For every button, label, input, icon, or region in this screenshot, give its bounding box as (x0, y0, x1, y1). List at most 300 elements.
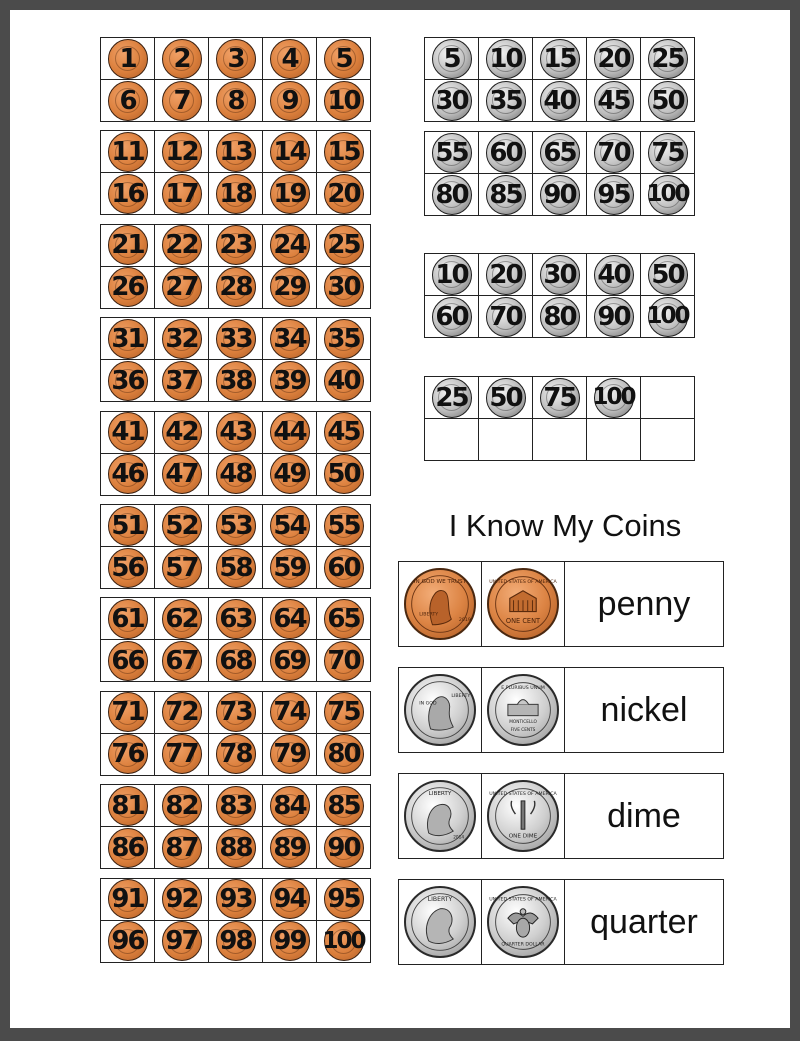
penny-chart-block (100, 691, 371, 776)
penny-coin-value: 23 (219, 230, 252, 261)
dime-chart-cell (641, 296, 695, 338)
quarter-chart-cell (533, 377, 587, 419)
nickel-coin-value: 25 (651, 43, 684, 74)
dime-coin-value: 10 (435, 259, 468, 290)
penny-coin-icon (162, 267, 202, 307)
svg-text:E PLURIBUS UNUM: E PLURIBUS UNUM (501, 686, 545, 692)
quarter-chart-block (424, 376, 695, 461)
penny-coin-icon (108, 454, 148, 494)
penny-coin-value: 69 (273, 645, 306, 676)
penny-coin-value: 53 (219, 510, 252, 541)
nickel-heads-icon (404, 674, 476, 746)
penny-chart-cell (263, 80, 317, 122)
nickel-chart-cell (587, 80, 641, 122)
penny-coin-icon (108, 692, 148, 732)
penny-coin-value: 64 (273, 603, 306, 634)
penny-coin-icon (162, 39, 202, 79)
penny-chart-cell (209, 505, 263, 547)
dime-chart-cell (425, 254, 479, 296)
penny-chart-cell (317, 318, 371, 360)
penny-back-cell (482, 562, 565, 646)
penny-coin-value: 35 (327, 323, 360, 354)
penny-coin-value: 40 (327, 365, 360, 396)
nickel-chart-cell (587, 38, 641, 80)
penny-coin-icon (108, 267, 148, 307)
dime-coin-value: 40 (597, 259, 630, 290)
svg-text:ONE CENT: ONE CENT (505, 616, 541, 625)
penny-coin-value: 63 (219, 603, 252, 634)
penny-coin-value: 91 (111, 884, 144, 915)
penny-coin-value: 43 (219, 417, 252, 448)
nickel-chart-cell (479, 38, 533, 80)
penny-chart-cell (101, 598, 155, 640)
coin-name-label: dime (607, 796, 681, 835)
penny-coin-value: 18 (219, 178, 252, 209)
svg-text:UNITED STATES OF AMERICA: UNITED STATES OF AMERICA (489, 580, 557, 586)
penny-coin-icon (216, 132, 256, 172)
penny-chart-cell (263, 454, 317, 496)
penny-tails-icon (487, 568, 559, 640)
nickel-coin-value: 60 (489, 137, 522, 168)
nickel-chart-cell (641, 38, 695, 80)
penny-coin-icon (324, 225, 364, 265)
penny-coin-icon (108, 506, 148, 546)
penny-coin-value: 31 (111, 323, 144, 354)
dime-chart-block (424, 253, 695, 338)
penny-chart-cell (317, 598, 371, 640)
penny-coin-icon (270, 412, 310, 452)
penny-coin-value: 80 (327, 739, 360, 770)
nickel-chart-cell (479, 174, 533, 216)
penny-coin-icon (216, 921, 256, 961)
penny-coin-value: 76 (111, 739, 144, 770)
penny-coin-value: 65 (327, 603, 360, 634)
nickel-coin-value: 80 (435, 179, 468, 210)
penny-chart-cell (209, 131, 263, 173)
penny-chart-cell (317, 454, 371, 496)
nickel-coin-value: 100 (646, 181, 689, 207)
penny-coin-icon (162, 506, 202, 546)
penny-coin-icon (324, 174, 364, 214)
penny-coin-icon (324, 599, 364, 639)
penny-coin-icon (108, 174, 148, 214)
dime-chart-cell (425, 296, 479, 338)
penny-coin-value: 8 (227, 85, 244, 116)
penny-chart-cell (209, 921, 263, 963)
penny-coin-value: 68 (219, 645, 252, 676)
penny-chart-cell (209, 267, 263, 309)
penny-coin-value: 66 (111, 645, 144, 676)
penny-coin-icon (324, 921, 364, 961)
penny-coin-icon (108, 361, 148, 401)
quarter-chart-cell (587, 419, 641, 461)
penny-coin-value: 9 (281, 85, 298, 116)
penny-front-cell (399, 562, 482, 646)
penny-coin-value: 54 (273, 510, 306, 541)
penny-chart-cell (155, 734, 209, 776)
dime-chart-cell (479, 296, 533, 338)
penny-chart-cell (209, 412, 263, 454)
penny-chart-cell (263, 505, 317, 547)
coin-name-label: quarter (590, 902, 698, 941)
nickel-coin-value: 75 (651, 137, 684, 168)
dime-coin-icon (540, 297, 580, 337)
dime-tails-icon (487, 780, 559, 852)
penny-coin-value: 47 (165, 459, 198, 490)
penny-coin-value: 32 (165, 323, 198, 354)
penny-chart-cell (209, 38, 263, 80)
penny-coin-icon (162, 81, 202, 121)
nickel-coin-value: 50 (651, 85, 684, 116)
penny-coin-icon (216, 454, 256, 494)
penny-coin-icon (324, 786, 364, 826)
penny-chart-cell (209, 225, 263, 267)
nickel-coin-value: 45 (597, 85, 630, 116)
nickel-chart-cell (533, 174, 587, 216)
penny-coin-value: 11 (111, 136, 144, 167)
penny-chart-cell (101, 412, 155, 454)
dime-coin-icon (594, 255, 634, 295)
svg-text:IN GOD WE TRUST: IN GOD WE TRUST (413, 579, 467, 586)
penny-coin-icon (270, 734, 310, 774)
penny-coin-value: 3 (227, 43, 244, 74)
penny-coin-icon (324, 319, 364, 359)
penny-chart-cell (155, 879, 209, 921)
penny-chart-cell (155, 318, 209, 360)
quarter-chart-cell (641, 419, 695, 461)
nickel-coin-value: 35 (489, 85, 522, 116)
penny-coin-icon (108, 548, 148, 588)
penny-coin-value: 19 (273, 178, 306, 209)
dime-coin-icon (594, 297, 634, 337)
penny-coin-icon (216, 548, 256, 588)
penny-chart-cell (101, 173, 155, 215)
penny-chart-cell (317, 547, 371, 589)
penny-chart-cell (155, 360, 209, 402)
penny-chart-cell (317, 360, 371, 402)
nickel-chart-cell (641, 132, 695, 174)
svg-text:2014: 2014 (453, 835, 465, 841)
penny-chart-cell (155, 267, 209, 309)
nickel-coin-icon (540, 39, 580, 79)
nickel-coin-icon (594, 81, 634, 121)
penny-coin-value: 38 (219, 365, 252, 396)
penny-coin-icon (270, 599, 310, 639)
penny-coin-icon (324, 641, 364, 681)
dime-coin-icon (486, 255, 526, 295)
penny-coin-icon (216, 506, 256, 546)
penny-chart-cell (263, 598, 317, 640)
penny-coin-icon (108, 921, 148, 961)
penny-coin-value: 97 (165, 926, 198, 957)
penny-coin-icon (216, 692, 256, 732)
penny-coin-value: 6 (119, 85, 136, 116)
penny-chart-cell (317, 173, 371, 215)
nickel-coin-icon (594, 39, 634, 79)
quarter-chart-cell (425, 377, 479, 419)
penny-chart-cell (155, 921, 209, 963)
penny-coin-value: 75 (327, 697, 360, 728)
penny-coin-value: 42 (165, 417, 198, 448)
penny-coin-icon (270, 921, 310, 961)
penny-chart-cell (317, 640, 371, 682)
dime-coin-value: 30 (543, 259, 576, 290)
penny-coin-value: 34 (273, 323, 306, 354)
penny-coin-value: 45 (327, 417, 360, 448)
nickel-coin-value: 70 (597, 137, 630, 168)
penny-chart-cell (101, 640, 155, 682)
penny-coin-value: 70 (327, 645, 360, 676)
penny-chart-cell (155, 598, 209, 640)
nickel-coin-value: 5 (443, 43, 460, 74)
penny-chart-cell (101, 225, 155, 267)
penny-coin-icon (216, 267, 256, 307)
nickel-coin-icon (540, 81, 580, 121)
penny-coin-value: 1 (119, 43, 136, 74)
penny-coin-icon (270, 506, 310, 546)
penny-coin-icon (270, 641, 310, 681)
penny-coin-icon (324, 692, 364, 732)
penny-chart-cell (155, 827, 209, 869)
penny-chart-cell (155, 640, 209, 682)
dime-coin-value: 60 (435, 301, 468, 332)
penny-chart-cell (155, 225, 209, 267)
nickel-coin-icon (486, 81, 526, 121)
nickel-chart-cell (641, 174, 695, 216)
quarter-chart-cell (479, 419, 533, 461)
dime-coin-icon (648, 297, 688, 337)
nickel-coin-value: 15 (543, 43, 576, 74)
penny-coin-value: 30 (327, 272, 360, 303)
penny-chart-cell (101, 734, 155, 776)
penny-coin-value: 71 (111, 697, 144, 728)
penny-chart-cell (209, 640, 263, 682)
penny-coin-icon (216, 174, 256, 214)
nickel-coin-icon (486, 133, 526, 173)
quarter-front-cell (399, 880, 482, 964)
penny-coin-value: 95 (327, 884, 360, 915)
penny-coin-value: 24 (273, 230, 306, 261)
penny-chart-cell (209, 454, 263, 496)
match-row-dime (398, 773, 724, 859)
penny-coin-value: 77 (165, 739, 198, 770)
nickel-chart-cell (587, 132, 641, 174)
svg-text:LIBERTY: LIBERTY (451, 693, 471, 699)
svg-text:MONTICELLO: MONTICELLO (509, 720, 537, 726)
nickel-chart-cell (533, 38, 587, 80)
penny-coin-icon (324, 506, 364, 546)
penny-coin-value: 72 (165, 697, 198, 728)
penny-chart-cell (209, 879, 263, 921)
nickel-chart-cell (425, 80, 479, 122)
penny-coin-value: 87 (165, 832, 198, 863)
penny-coin-icon (270, 828, 310, 868)
penny-coin-icon (162, 548, 202, 588)
nickel-chart-cell (425, 38, 479, 80)
nickel-chart-cell (425, 132, 479, 174)
penny-chart-cell (209, 734, 263, 776)
penny-coin-icon (108, 412, 148, 452)
penny-chart-cell (209, 173, 263, 215)
penny-chart-cell (101, 80, 155, 122)
nickel-chart-cell (479, 132, 533, 174)
penny-chart-cell (155, 131, 209, 173)
nickel-chart-cell (425, 174, 479, 216)
penny-coin-value: 59 (273, 552, 306, 583)
penny-chart-cell (263, 827, 317, 869)
penny-chart-cell (209, 692, 263, 734)
penny-chart-cell (155, 505, 209, 547)
nickel-chart-cell (479, 80, 533, 122)
penny-heads-icon (404, 568, 476, 640)
penny-coin-icon (216, 361, 256, 401)
svg-text:2019: 2019 (458, 618, 471, 623)
penny-coin-value: 26 (111, 272, 144, 303)
penny-coin-value: 89 (273, 832, 306, 863)
penny-chart-cell (263, 318, 317, 360)
penny-chart-cell (263, 785, 317, 827)
penny-chart-cell (209, 827, 263, 869)
penny-chart-cell (101, 505, 155, 547)
penny-coin-value: 81 (111, 790, 144, 821)
penny-chart-cell (155, 547, 209, 589)
coin-name-label: nickel (600, 690, 688, 729)
penny-coin-icon (270, 786, 310, 826)
penny-coin-icon (162, 174, 202, 214)
nickel-coin-icon (648, 81, 688, 121)
penny-chart-cell (101, 131, 155, 173)
nickel-coin-icon (540, 133, 580, 173)
dime-chart-cell (587, 254, 641, 296)
penny-chart-cell (263, 547, 317, 589)
nickel-chart-cell (587, 174, 641, 216)
penny-coin-value: 58 (219, 552, 252, 583)
penny-coin-value: 10 (327, 85, 360, 116)
penny-chart-block (100, 411, 371, 496)
svg-text:IN GOD: IN GOD (419, 701, 437, 707)
penny-coin-value: 29 (273, 272, 306, 303)
nickel-chart-cell (533, 80, 587, 122)
penny-coin-icon (270, 548, 310, 588)
penny-coin-icon (108, 599, 148, 639)
penny-coin-icon (324, 879, 364, 919)
penny-chart-cell (101, 38, 155, 80)
penny-coin-icon (324, 828, 364, 868)
penny-chart-cell (155, 80, 209, 122)
penny-chart-cell (101, 921, 155, 963)
penny-chart-cell (101, 318, 155, 360)
penny-chart-cell (263, 360, 317, 402)
penny-coin-value: 21 (111, 230, 144, 261)
quarter-heads-icon (404, 886, 476, 958)
penny-coin-icon (162, 319, 202, 359)
penny-coin-icon (216, 879, 256, 919)
penny-coin-icon (270, 39, 310, 79)
penny-coin-value: 12 (165, 136, 198, 167)
penny-chart-cell (209, 598, 263, 640)
quarter-chart-cell (641, 377, 695, 419)
nickel-coin-icon (594, 133, 634, 173)
penny-chart-cell (209, 318, 263, 360)
penny-coin-value: 46 (111, 459, 144, 490)
nickel-coin-value: 65 (543, 137, 576, 168)
penny-coin-value: 2 (173, 43, 190, 74)
penny-chart-cell (263, 921, 317, 963)
penny-chart-cell (101, 547, 155, 589)
penny-chart-cell (263, 267, 317, 309)
penny-chart-cell (155, 38, 209, 80)
penny-chart-block (100, 878, 371, 963)
penny-coin-icon (324, 39, 364, 79)
svg-text:FIVE CENTS: FIVE CENTS (510, 727, 536, 733)
penny-coin-icon (162, 879, 202, 919)
penny-coin-value: 7 (173, 85, 190, 116)
penny-coin-value: 84 (273, 790, 306, 821)
svg-text:UNITED STATES OF AMERICA: UNITED STATES OF AMERICA (489, 792, 557, 798)
penny-coin-value: 100 (322, 927, 365, 954)
nickel-chart-block (424, 131, 695, 216)
penny-coin-icon (270, 454, 310, 494)
nickel-chart-cell (641, 80, 695, 122)
penny-coin-value: 98 (219, 926, 252, 957)
penny-coin-icon (270, 692, 310, 732)
penny-coin-value: 99 (273, 926, 306, 957)
penny-chart-block (100, 784, 371, 869)
penny-coin-value: 39 (273, 365, 306, 396)
penny-chart-cell (263, 412, 317, 454)
penny-coin-value: 52 (165, 510, 198, 541)
penny-coin-value: 94 (273, 884, 306, 915)
penny-coin-value: 57 (165, 552, 198, 583)
match-row-quarter (398, 879, 724, 965)
penny-coin-value: 28 (219, 272, 252, 303)
penny-coin-icon (108, 786, 148, 826)
penny-coin-value: 5 (335, 43, 352, 74)
penny-coin-value: 92 (165, 884, 198, 915)
svg-text:LIBERTY: LIBERTY (427, 896, 453, 904)
penny-coin-value: 90 (327, 832, 360, 863)
penny-chart-cell (317, 505, 371, 547)
penny-coin-value: 56 (111, 552, 144, 583)
worksheet-page (10, 10, 790, 1028)
penny-coin-value: 14 (273, 136, 306, 167)
dime-coin-icon (540, 255, 580, 295)
dime-chart-cell (533, 296, 587, 338)
penny-coin-icon (162, 734, 202, 774)
penny-coin-icon (108, 81, 148, 121)
penny-coin-icon (108, 225, 148, 265)
nickel-coin-value: 85 (489, 179, 522, 210)
svg-text:LIBERTY: LIBERTY (419, 612, 439, 618)
quarter-coin-value: 75 (543, 382, 576, 413)
quarter-coin-value: 50 (489, 382, 522, 413)
nickel-coin-value: 20 (597, 43, 630, 74)
penny-coin-value: 93 (219, 884, 252, 915)
penny-coin-icon (216, 225, 256, 265)
penny-coin-value: 60 (327, 552, 360, 583)
nickel-coin-value: 40 (543, 85, 576, 116)
penny-chart-cell (155, 692, 209, 734)
match-row-penny (398, 561, 724, 647)
nickel-coin-icon (594, 175, 634, 215)
penny-chart-cell (101, 879, 155, 921)
penny-coin-icon (108, 879, 148, 919)
penny-coin-icon (162, 641, 202, 681)
penny-coin-value: 78 (219, 739, 252, 770)
dime-coin-icon (648, 255, 688, 295)
penny-coin-value: 20 (327, 178, 360, 209)
quarter-tails-icon (487, 886, 559, 958)
